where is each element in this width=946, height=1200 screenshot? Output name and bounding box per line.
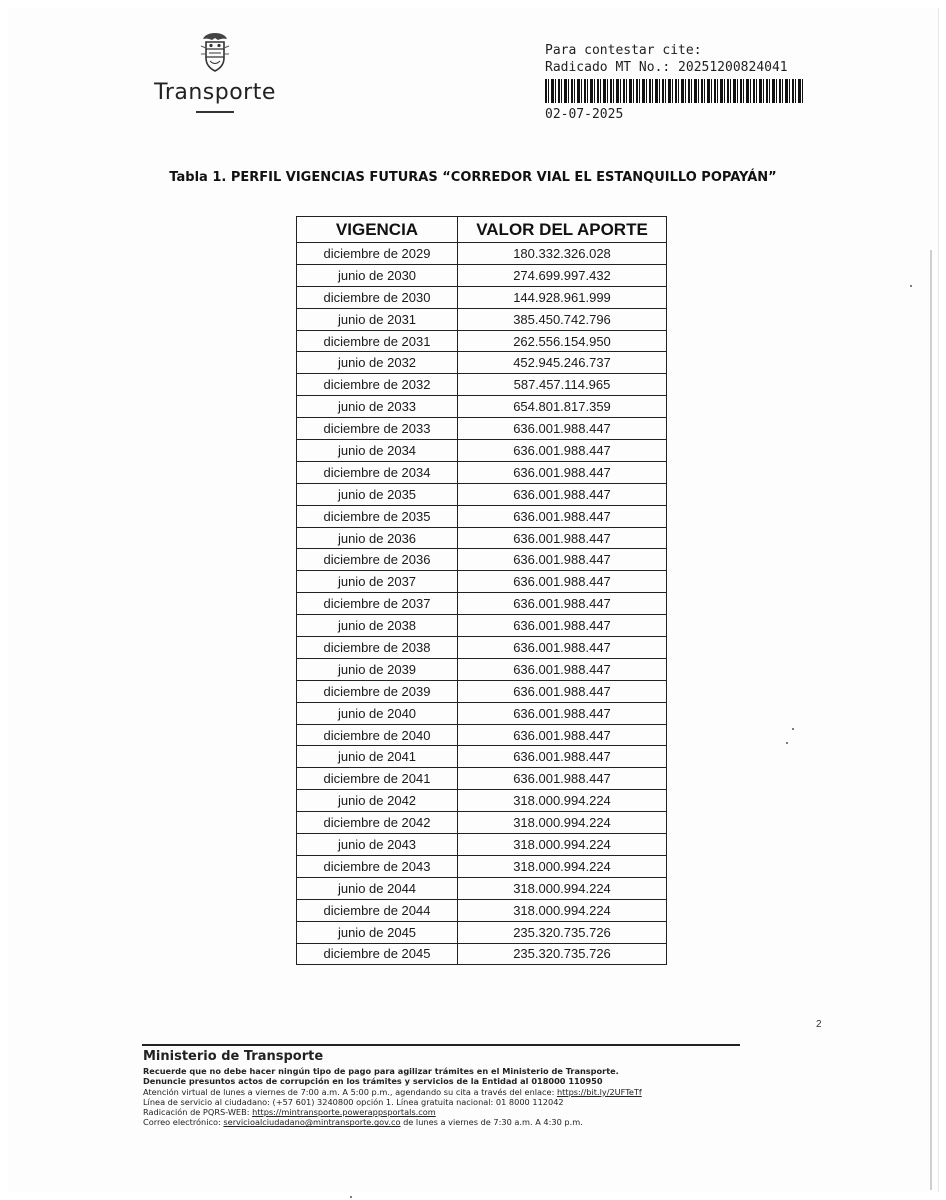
valor-cell: 636.001.988.447	[458, 615, 667, 637]
valor-cell: 274.699.997.432	[458, 264, 667, 286]
vigencia-cell: diciembre de 2039	[297, 680, 458, 702]
table-row	[297, 834, 667, 856]
scan-speck	[786, 742, 788, 744]
vigencia-cell: diciembre de 2029	[297, 243, 458, 265]
footer-attention-line	[143, 1087, 743, 1097]
table-row	[297, 352, 667, 374]
table-row	[297, 330, 667, 352]
page-number: 2	[816, 1019, 822, 1030]
valor-cell: 144.928.961.999	[458, 286, 667, 308]
valor-cell: 636.001.988.447	[458, 593, 667, 615]
vigencia-cell: diciembre de 2031	[297, 330, 458, 352]
radicado-number: Radicado MT No.: 20251200824041	[545, 60, 788, 75]
vigencia-cell: diciembre de 2033	[297, 418, 458, 440]
valor-cell: 452.945.246.737	[458, 352, 667, 374]
valor-cell: 587.457.114.965	[458, 374, 667, 396]
table-body	[297, 243, 667, 965]
table-header-row	[297, 217, 667, 243]
vigencia-cell: junio de 2034	[297, 440, 458, 462]
table-row	[297, 483, 667, 505]
valor-cell: 636.001.988.447	[458, 483, 667, 505]
valor-cell: 636.001.988.447	[458, 549, 667, 571]
vigencia-cell: diciembre de 2036	[297, 549, 458, 571]
vigencia-cell: diciembre de 2042	[297, 812, 458, 834]
table-row	[297, 658, 667, 680]
valor-cell: 385.450.742.796	[458, 308, 667, 330]
table-row	[297, 899, 667, 921]
valor-cell: 636.001.988.447	[458, 505, 667, 527]
table-row	[297, 702, 667, 724]
valor-cell: 636.001.988.447	[458, 680, 667, 702]
column-header-valor: VALOR DEL APORTE	[458, 217, 667, 243]
logo-wordmark: Transporte	[154, 80, 276, 105]
vigencia-cell: junio de 2033	[297, 396, 458, 418]
table-row	[297, 768, 667, 790]
table-row	[297, 746, 667, 768]
vigencia-cell: junio de 2040	[297, 702, 458, 724]
vigencia-cell: junio de 2043	[297, 834, 458, 856]
vigencia-cell: diciembre de 2045	[297, 943, 458, 965]
barcode	[545, 79, 803, 103]
ministry-logo	[140, 30, 290, 113]
valor-cell: 636.001.988.447	[458, 746, 667, 768]
table-row	[297, 593, 667, 615]
footer-ministry-name: Ministerio de Transporte	[143, 1049, 324, 1064]
valor-cell: 235.320.735.726	[458, 921, 667, 943]
table-row	[297, 724, 667, 746]
footer-pqrs-text: Radicación de PQRS-WEB:	[143, 1107, 253, 1118]
vigencia-cell: junio de 2035	[297, 483, 458, 505]
table-row	[297, 396, 667, 418]
vigencia-cell: diciembre de 2038	[297, 637, 458, 659]
vigencia-cell: junio de 2032	[297, 352, 458, 374]
footer	[143, 1049, 743, 1128]
valor-cell: 636.001.988.447	[458, 658, 667, 680]
table-row	[297, 680, 667, 702]
vigencia-cell: diciembre de 2032	[297, 374, 458, 396]
table-row	[297, 264, 667, 286]
table-row	[297, 308, 667, 330]
table-row	[297, 440, 667, 462]
footer-email-link[interactable]: servicioalciudadano@mintransporte.gov.co	[223, 1117, 401, 1128]
column-header-vigencia: VIGENCIA	[297, 217, 458, 243]
vigencia-cell: junio de 2031	[297, 308, 458, 330]
footer-payment-notice: Recuerde que no debe hacer ningún tipo de pago para agilizar trámites en el Ministerio de Transporte.	[143, 1066, 619, 1076]
table-row	[297, 243, 667, 265]
table-row	[297, 286, 667, 308]
valor-cell: 636.001.988.447	[458, 637, 667, 659]
footer-pqrs-link[interactable]: https://mintransporte.powerappsportals.com	[252, 1107, 436, 1118]
vigencia-cell: junio de 2037	[297, 571, 458, 593]
table-row	[297, 418, 667, 440]
table-row	[297, 505, 667, 527]
table-row	[297, 855, 667, 877]
vigencia-cell: junio de 2038	[297, 615, 458, 637]
valor-cell: 318.000.994.224	[458, 855, 667, 877]
valor-cell: 654.801.817.359	[458, 396, 667, 418]
valor-cell: 636.001.988.447	[458, 724, 667, 746]
table-row	[297, 549, 667, 571]
logo-underline	[196, 111, 234, 113]
vigencia-cell: junio de 2042	[297, 790, 458, 812]
table-row	[297, 461, 667, 483]
table-row	[297, 877, 667, 899]
valor-cell: 636.001.988.447	[458, 571, 667, 593]
valor-cell: 318.000.994.224	[458, 834, 667, 856]
table-row	[297, 615, 667, 637]
valor-cell: 235.320.735.726	[458, 943, 667, 965]
scan-speck	[792, 728, 794, 730]
footer-attention-text: Atención virtual de lunes a viernes de 7:00 a.m. A 5:00 p.m., agendando su cita a través del enlace:	[143, 1086, 557, 1097]
cite-block	[545, 42, 788, 76]
vigencia-cell: diciembre de 2030	[297, 286, 458, 308]
footer-email-hours: de lunes a viernes de 7:30 a.m. A 4:30 p.m.	[400, 1117, 583, 1128]
vigencia-cell: diciembre de 2034	[297, 461, 458, 483]
footer-pqrs-line	[143, 1107, 743, 1117]
vigencia-cell: diciembre de 2037	[297, 593, 458, 615]
valor-cell: 318.000.994.224	[458, 877, 667, 899]
table-row	[297, 921, 667, 943]
table-row	[297, 790, 667, 812]
valor-cell: 636.001.988.447	[458, 440, 667, 462]
vigencia-cell: diciembre de 2044	[297, 899, 458, 921]
radicado-date: 02-07-2025	[545, 107, 624, 122]
vigencia-cell: junio de 2041	[297, 746, 458, 768]
vigencia-cell: diciembre de 2040	[297, 724, 458, 746]
valor-cell: 318.000.994.224	[458, 812, 667, 834]
valor-cell: 636.001.988.447	[458, 418, 667, 440]
table-row	[297, 637, 667, 659]
valor-cell: 636.001.988.447	[458, 768, 667, 790]
vigencia-cell: diciembre de 2041	[297, 768, 458, 790]
valor-cell: 636.001.988.447	[458, 461, 667, 483]
footer-corruption-notice: Denuncie presuntos actos de corrupción en los trámites y servicios de la Entidad al 018000 110950	[143, 1076, 603, 1087]
vigencia-cell: junio de 2039	[297, 658, 458, 680]
vigencia-cell: junio de 2044	[297, 877, 458, 899]
scan-speck	[910, 285, 912, 287]
vigencia-cell: junio de 2036	[297, 527, 458, 549]
vigencia-cell: diciembre de 2043	[297, 855, 458, 877]
footer-email-line	[143, 1117, 743, 1127]
table-row	[297, 943, 667, 965]
footer-email-text: Correo electrónico:	[143, 1117, 224, 1128]
table-row	[297, 812, 667, 834]
cite-label: Para contestar cite:	[545, 43, 702, 58]
valor-cell: 636.001.988.447	[458, 527, 667, 549]
vigencias-table	[296, 216, 667, 965]
scan-edge	[930, 250, 932, 1190]
footer-phone-line: Línea de servicio al ciudadano: (+57 601) 3240800 opción 1. Línea gratuita nacional: 01 8000 112042	[143, 1096, 564, 1107]
vigencia-cell: junio de 2045	[297, 921, 458, 943]
scan-speck	[350, 1196, 352, 1198]
valor-cell: 636.001.988.447	[458, 702, 667, 724]
vigencia-cell: junio de 2030	[297, 264, 458, 286]
valor-cell: 262.556.154.950	[458, 330, 667, 352]
table-row	[297, 571, 667, 593]
valor-cell: 318.000.994.224	[458, 790, 667, 812]
table-row	[297, 527, 667, 549]
table-title: Tabla 1. PERFIL VIGENCIAS FUTURAS “CORREDOR VIAL EL ESTANQUILLO POPAYÁN”	[169, 170, 777, 185]
vigencia-cell: diciembre de 2035	[297, 505, 458, 527]
valor-cell: 180.332.326.028	[458, 243, 667, 265]
coat-of-arms-icon	[198, 30, 232, 76]
footer-rule	[142, 1044, 740, 1046]
table-row	[297, 374, 667, 396]
footer-attention-link[interactable]: https://bit.ly/2UFTeTf	[556, 1086, 642, 1097]
valor-cell: 318.000.994.224	[458, 899, 667, 921]
